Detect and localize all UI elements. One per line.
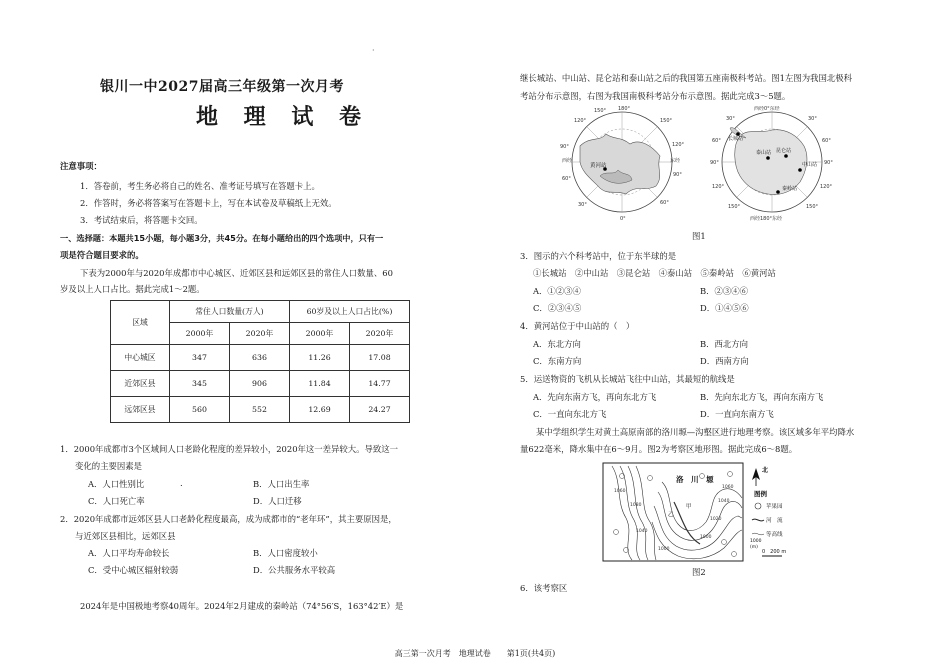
exam-title: 银川一中2027届高三年级第一次月考 bbox=[100, 79, 344, 95]
fig2-contour-label: 1000 bbox=[658, 547, 670, 552]
fig1-left-label: 西经 bbox=[562, 158, 573, 164]
question-1-stem-cont: 变化的主要因素是 bbox=[75, 461, 142, 471]
fig1-left-label: 150° bbox=[660, 118, 673, 124]
notice-heading: 注意事项： bbox=[60, 161, 102, 171]
question-2-stem-cont: 与近郊区县相比，远郊区县 bbox=[75, 531, 176, 541]
section-one-heading: 一、选择题：本题共15小题，每小题3分，共45分。在每小题给出的四个选项中，只有一 bbox=[60, 233, 384, 243]
question-3-stations: ①长城站 ②中山站 ③昆仑站 ④泰山站 ⑤秦岭站 ⑥黄河站 bbox=[533, 268, 776, 278]
fig1-left-label: 东经 bbox=[670, 158, 681, 164]
fig2-contour-label: 1060 bbox=[722, 485, 734, 490]
fig2-contour-label: 1040 bbox=[718, 499, 730, 504]
table-year-header: 2020年 bbox=[350, 323, 410, 345]
question-1-option-c[interactable]: C．人口死亡率 bbox=[88, 496, 145, 506]
question-4-option-c[interactable]: C．东南方向 bbox=[533, 356, 582, 366]
antarctic-map bbox=[710, 106, 833, 222]
north-label: 北 bbox=[762, 467, 769, 474]
fig1-left-label: 120° bbox=[672, 142, 685, 148]
intro-3-line-1: 某中学组织学生对黄土高原南部的洛川塬—沟壑区进行地理考察。该区域多年平均降水 bbox=[536, 427, 855, 437]
contour-icon bbox=[752, 533, 764, 535]
fig2-contour-label: 1020 bbox=[710, 517, 722, 522]
fig1-right-label: 30° bbox=[726, 116, 735, 122]
table-header-region: 区域 bbox=[111, 301, 170, 345]
notice-item-1: 1．答卷前，考生务必将自己的姓名、准考证号填写在答题卡上。 bbox=[80, 181, 320, 191]
table-row-label: 远郊区县 bbox=[111, 397, 170, 423]
table-header-pop: 常住人口数量(万人) bbox=[170, 301, 290, 323]
top-mark: · bbox=[372, 46, 375, 55]
table-cell: 14.77 bbox=[350, 371, 410, 397]
fig1-right-label: 150° bbox=[806, 204, 819, 210]
intro-2-left: 2024年是中国极地考察40周年。2024年2月建成的秦岭站（74°56′S，163°42′E）是 bbox=[80, 601, 404, 611]
fig1-right-label: 150° bbox=[728, 204, 741, 210]
notice-item-2: 2．作答时，务必将答案写在答题卡上，写在本试卷及草稿纸上无效。 bbox=[80, 198, 337, 208]
table-year-header: 2000年 bbox=[170, 323, 230, 345]
question-3-option-c[interactable]: C．②③④⑤ bbox=[533, 303, 582, 313]
fig1-left-label: 60° bbox=[660, 200, 669, 206]
fig1-right-label: 120° bbox=[820, 184, 833, 190]
table-row bbox=[111, 345, 410, 371]
question-6-stem: 6．该考察区 bbox=[520, 583, 568, 593]
question-5-option-b[interactable]: B．先向东北方飞，再向东南方飞 bbox=[700, 392, 824, 402]
table-cell: 906 bbox=[230, 371, 290, 397]
orchard-icon bbox=[755, 503, 761, 509]
fig1-right-label: 90° bbox=[824, 160, 833, 166]
fig1-right-label: 西经0°东经 bbox=[754, 106, 780, 112]
table-year-header: 2000年 bbox=[290, 323, 350, 345]
fig2-contour-label: 1040 bbox=[636, 529, 648, 534]
question-3-option-d[interactable]: D．①④⑤⑥ bbox=[700, 303, 749, 313]
question-4-option-a[interactable]: A．东北方向 bbox=[533, 339, 581, 349]
fig1-left-label: 90° bbox=[560, 144, 569, 150]
fig1-left-label: 0° bbox=[620, 216, 626, 222]
section-one-heading-cont: 项是符合题目要求的。 bbox=[60, 250, 144, 260]
table-cell: 552 bbox=[230, 397, 290, 423]
table-cell: 17.08 bbox=[350, 345, 410, 371]
table-header-ratio: 60岁及以上人口占比(%) bbox=[290, 301, 410, 323]
question-5-stem: 5．运送物资的飞机从长城站飞往中山站，其最短的航线是 bbox=[520, 374, 735, 384]
question-5-option-c[interactable]: C．一直向东北方飞 bbox=[533, 409, 607, 419]
fig1-left-label: 黄河站 bbox=[590, 163, 607, 169]
legend-value: 1000 bbox=[750, 539, 762, 544]
question-4-option-b[interactable]: B．西北方向 bbox=[700, 339, 749, 349]
fig1-right-label: 60° bbox=[822, 138, 831, 144]
question-1-option-d[interactable]: D．人口迁移 bbox=[253, 496, 302, 506]
fig1-right-label: 120° bbox=[712, 184, 725, 190]
subject-title: 地 理 试 卷 bbox=[196, 105, 370, 130]
stray-dot: . bbox=[180, 478, 183, 488]
question-1-option-a[interactable]: A．人口性别比 bbox=[88, 479, 145, 489]
intro-1-line-2: 岁及以上人口占比。据此完成1～2题。 bbox=[60, 284, 205, 294]
table-row-label: 近郊区县 bbox=[111, 371, 170, 397]
fig1-right-label: 秦岭站 bbox=[782, 186, 798, 192]
fig2-place-name: 洛 川 塬 bbox=[676, 475, 714, 484]
north-arrow-icon bbox=[752, 468, 760, 486]
question-5-option-d[interactable]: D．一直向东南方飞 bbox=[700, 409, 774, 419]
figure-2-caption: 图2 bbox=[692, 567, 706, 577]
fig1-right-label: 90° bbox=[710, 160, 719, 166]
fig1-right-label: 长城站 bbox=[728, 136, 744, 142]
fig1-right-label: 60° bbox=[712, 138, 721, 144]
page-footer: 高三第一次月考 地理试卷 第1页(共4页) bbox=[394, 649, 556, 658]
fig1-left-label: 120° bbox=[574, 118, 587, 124]
question-3-option-a[interactable]: A．①②③④ bbox=[533, 286, 581, 296]
question-4-option-d[interactable]: D．西南方向 bbox=[700, 356, 749, 366]
population-table bbox=[110, 300, 410, 423]
legend-item: 等高线 bbox=[766, 532, 783, 538]
question-2-option-d[interactable]: D．公共服务水平较高 bbox=[253, 565, 336, 575]
notice-item-3: 3．考试结束后，将答题卡交回。 bbox=[80, 215, 203, 225]
question-2-option-a[interactable]: A．人口平均寿命较长 bbox=[88, 548, 170, 558]
legend-item: 河 流 bbox=[766, 518, 783, 524]
question-2-option-c[interactable]: C．受中心城区辐射较弱 bbox=[88, 565, 179, 575]
intro-2-line-1: 继长城站、中山站、昆仑站和泰山站之后的我国第五座南极科考站。图1左图为我国北极科 bbox=[520, 73, 852, 83]
question-2-stem: 2．2020年成都市远郊区县人口老龄化程度最高，成为成都市的“老年环”，其主要原因是， bbox=[60, 514, 397, 524]
fig2-point-label: 甲 bbox=[686, 504, 692, 510]
intro-2-line-2: 考站分布示意图，右图为我国南极科考站分布示意图。据此完成3～5题。 bbox=[520, 91, 791, 101]
fig1-left-label: 60° bbox=[562, 176, 571, 182]
table-row bbox=[111, 397, 410, 423]
fig2-contour-label: 1080 bbox=[630, 503, 642, 508]
table-cell: 24.27 bbox=[350, 397, 410, 423]
fig2-contour-label: 1060 bbox=[614, 489, 626, 494]
question-3-stem: 3．图示的六个科考站中，位于东半球的是 bbox=[520, 251, 677, 261]
table-cell: 11.26 bbox=[290, 345, 350, 371]
question-1-option-b[interactable]: B．人口出生率 bbox=[253, 479, 310, 489]
figure-2-terrain-map bbox=[602, 462, 802, 566]
table-cell: 345 bbox=[170, 371, 230, 397]
fig1-right-label: 泰山站 bbox=[756, 150, 772, 156]
question-3-option-b[interactable]: B．②③④⑥ bbox=[700, 286, 749, 296]
table-year-header: 2020年 bbox=[230, 323, 290, 345]
fig2-point-label: 乙 bbox=[668, 512, 674, 518]
scale-bar-label: 0 200 m bbox=[762, 549, 787, 555]
fig1-left-label: 150° bbox=[594, 108, 607, 114]
fig1-right-label: 西经180°东经 bbox=[750, 216, 783, 222]
fig1-left-label: 180° bbox=[618, 106, 631, 112]
fig1-right-label: 昆仑站 bbox=[776, 148, 792, 154]
fig1-left-label: 90° bbox=[673, 172, 682, 178]
table-cell: 560 bbox=[170, 397, 230, 423]
table-row-label: 中心城区 bbox=[111, 345, 170, 371]
question-2-option-b[interactable]: B．人口密度较小 bbox=[253, 548, 318, 558]
table-cell: 347 bbox=[170, 345, 230, 371]
table-row bbox=[111, 371, 410, 397]
fig1-right-label: 中山站 bbox=[802, 162, 818, 168]
intro-1-line-1: 下表为2000年与2020年成都市中心城区、近郊区县和远郊区县的常住人口数量、60 bbox=[80, 268, 393, 278]
legend-item: 苹果园 bbox=[766, 504, 783, 510]
river-icon bbox=[752, 519, 764, 521]
figure-1-caption: 图1 bbox=[692, 231, 706, 241]
legend-unit: (m) bbox=[750, 545, 758, 550]
question-5-option-a[interactable]: A．先向东南方飞，再向东北方飞 bbox=[533, 392, 657, 402]
intro-3-line-2: 量622毫米，降水集中在6～9月。图2为考察区地形图。据此完成6～8题。 bbox=[520, 444, 798, 454]
table-cell: 11.84 bbox=[290, 371, 350, 397]
table-cell: 12.69 bbox=[290, 397, 350, 423]
legend-title: 图例 bbox=[754, 490, 767, 498]
table-cell: 636 bbox=[230, 345, 290, 371]
fig1-left-label: 30° bbox=[578, 202, 587, 208]
fig2-contour-label: 1000 bbox=[700, 535, 712, 540]
question-1-stem: 1．2000年成都市3个区域间人口老龄化程度的差异较小，2020年这一差异较大。导致这一 bbox=[60, 444, 399, 454]
fig1-right-label: 30° bbox=[808, 116, 817, 122]
figure-1-polar-maps bbox=[560, 106, 840, 230]
question-4-stem: 4．黄河站位于中山站的（ ） bbox=[520, 321, 635, 331]
arctic-map bbox=[560, 106, 685, 222]
